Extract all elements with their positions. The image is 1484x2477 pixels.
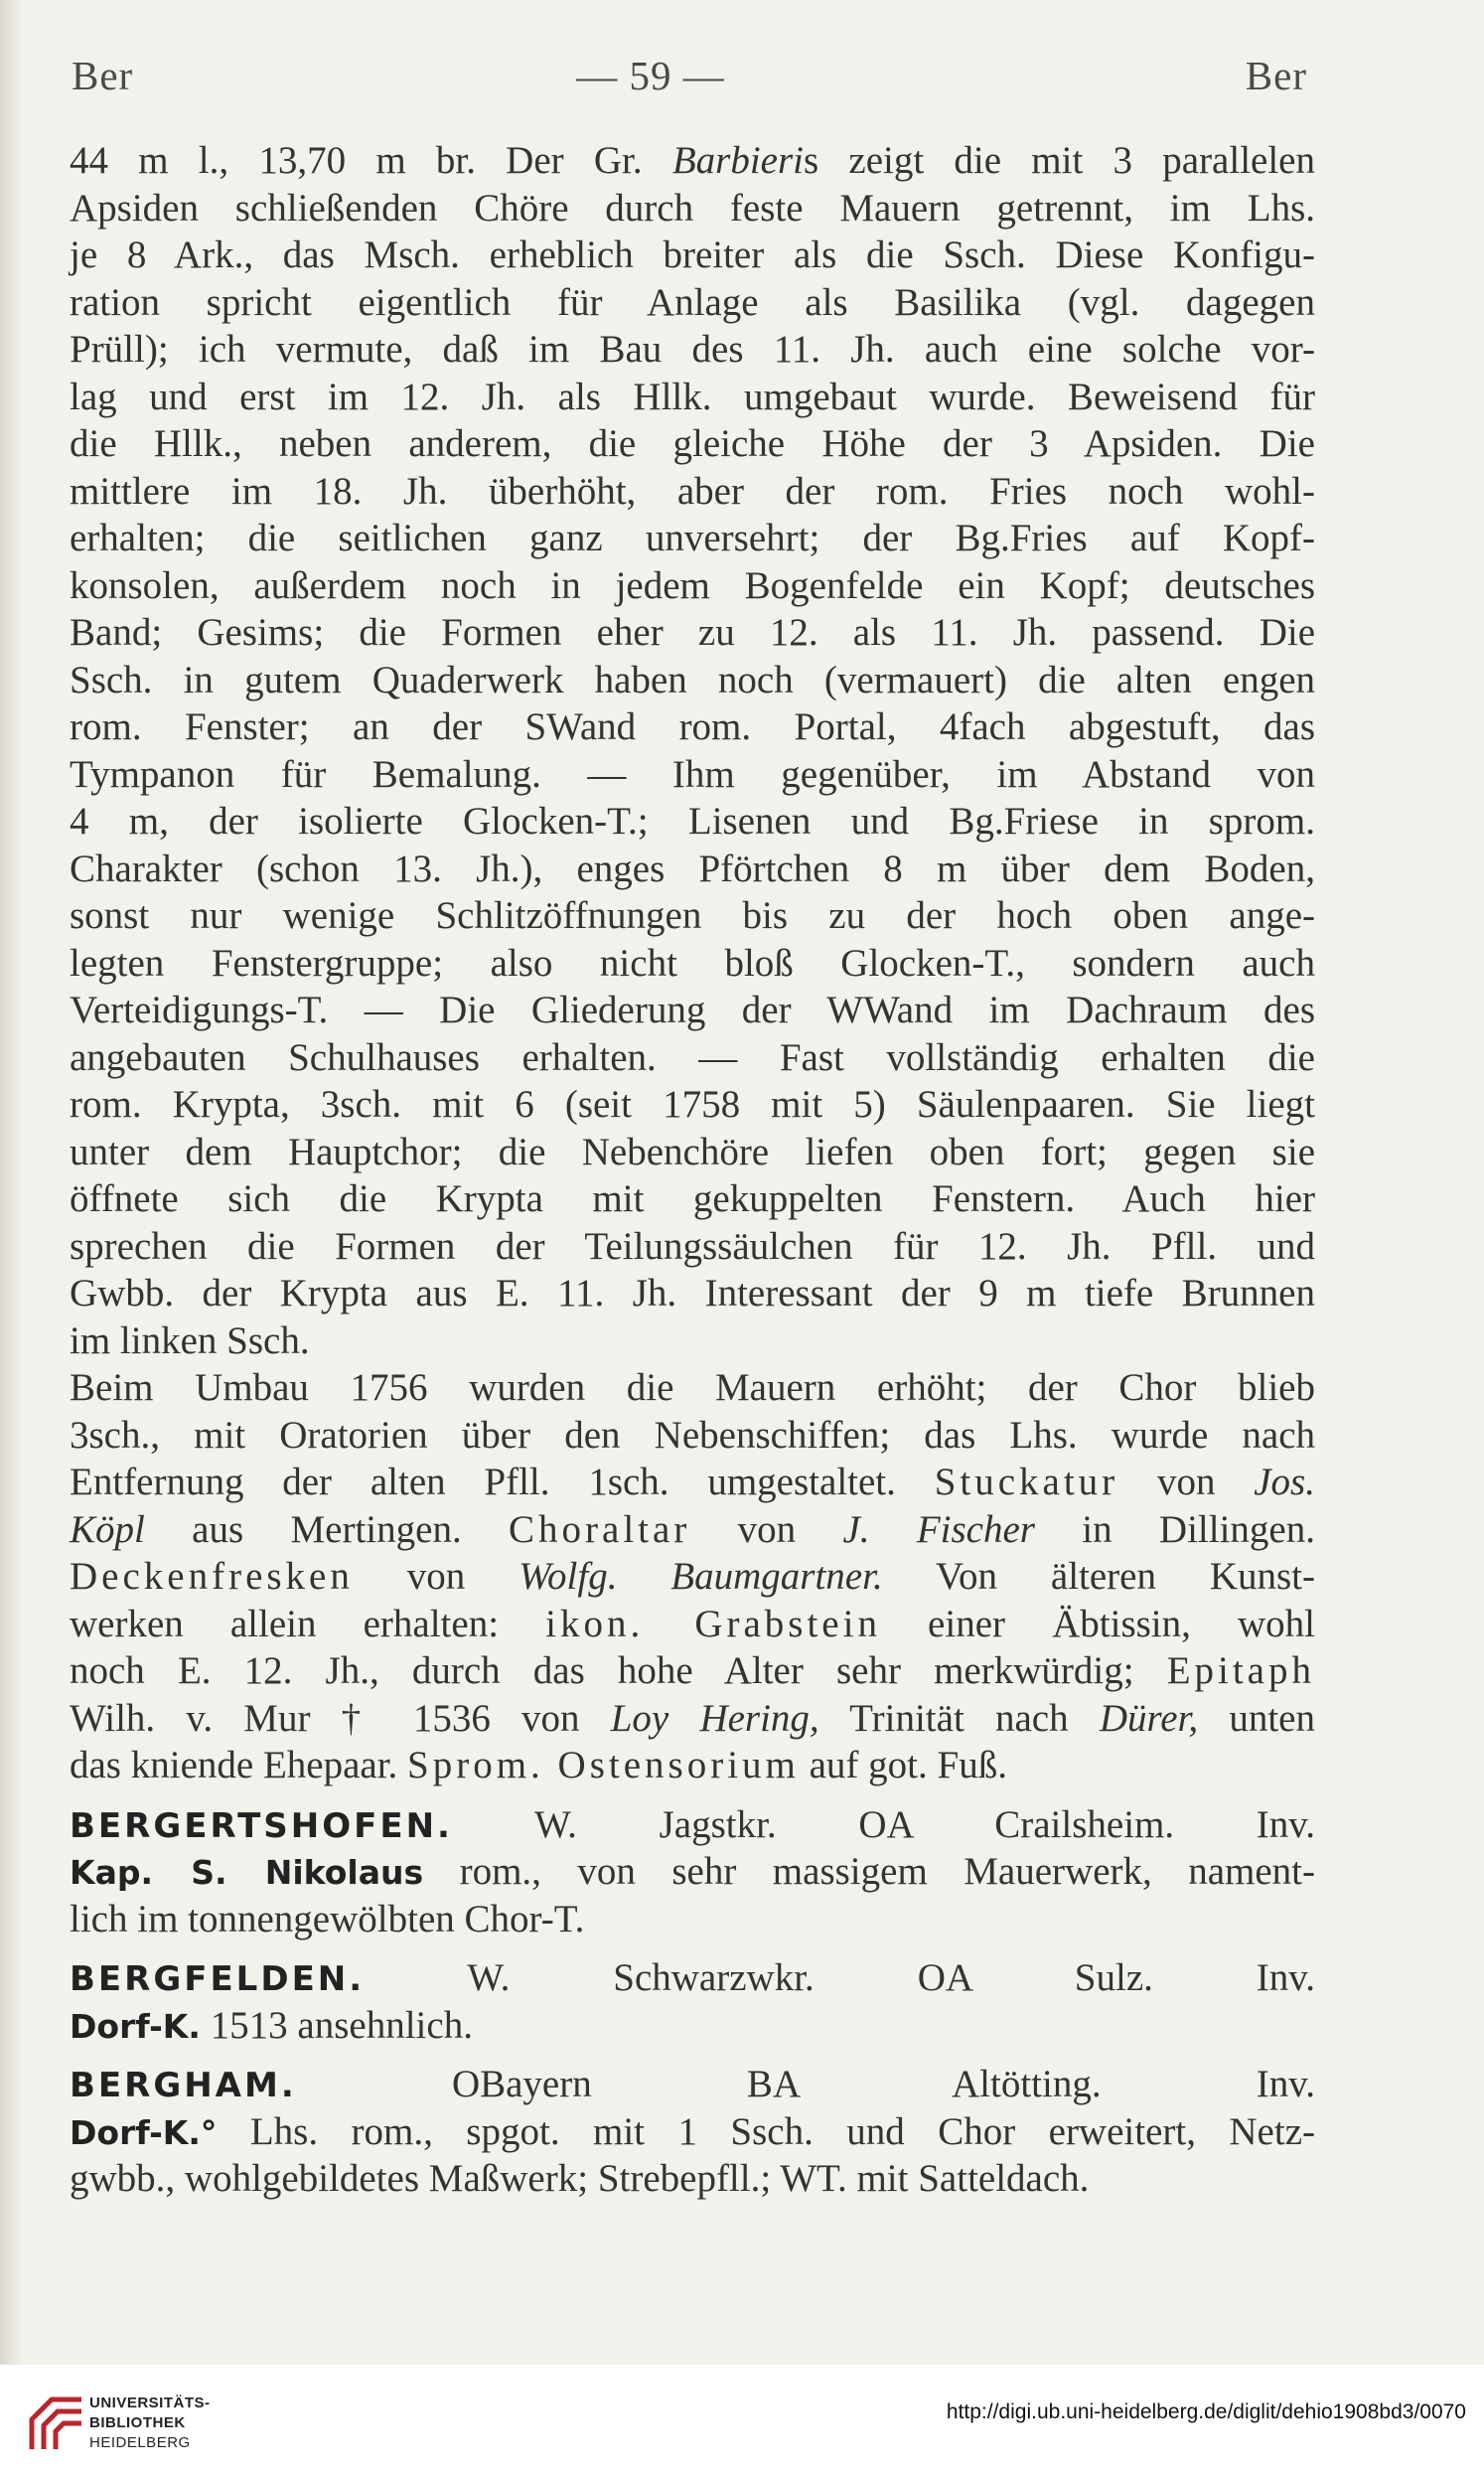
text-line: [70, 326, 1315, 374]
text-run: sonst nur wenige Schlitzöffnungen bis zu der hoch oben ange-: [70, 894, 1315, 937]
text-line: [70, 279, 1315, 327]
text-run: sprechen die Formen der Teilungssäulchen für 12. Jh. Pfll. und: [70, 1224, 1315, 1268]
text-line: [70, 2108, 1315, 2156]
text-line: [70, 1223, 1315, 1271]
text-line: [70, 515, 1315, 562]
text-run: das kniende Ehepaar.: [70, 1744, 408, 1786]
text-run: rom. Krypta, 3sch. mit 6 (seit 1758 mit 5) Säulenpaaren. Sie liegt: [70, 1083, 1315, 1126]
text-run: lich im tonnengewölbten Chor-T.: [70, 1897, 585, 1940]
text-run: gwbb., wohlgebildetes Maßwerk; Strebepfll.; WT. mit Satteldach.: [70, 2157, 1090, 2200]
library-name-line3: HEIDELBERG: [89, 2434, 191, 2451]
building-heading: Dorf-K.: [70, 2006, 201, 2046]
italic-name: Köpl: [70, 1507, 145, 1551]
text-run: Apsiden schließenden Chöre durch feste Mauern getrennt, im Lhs.: [70, 186, 1315, 230]
spaced-term: Sprom. Ostensorium: [407, 1744, 800, 1786]
text-run: Von älteren Kunst-: [882, 1555, 1315, 1598]
running-head-left: Ber: [72, 53, 134, 98]
text-line: [70, 846, 1315, 893]
text-line: [70, 185, 1315, 232]
text-run: in Dillingen.: [1034, 1507, 1315, 1551]
text-run: erhalten; die seitlichen ganz unversehrt; der Bg.Fries auf Kopf-: [70, 517, 1315, 559]
source-url-link[interactable]: http://digi.ub.uni-heidelberg.de/diglit/dehio1908bd3/0070: [946, 2400, 1466, 2423]
text-run: Charakter (schon 13. Jh.), enges Pförtchen 8 m über dem Boden,: [70, 847, 1315, 890]
text-line: [70, 1601, 1315, 1648]
library-name-line1: UNIVERSITÄTS-: [89, 2395, 211, 2411]
text-run: Tympanon für Bemalung. — Ihm gegenüber, im Abstand von: [70, 752, 1315, 796]
page-spine-shadow: [0, 0, 22, 2365]
text-run: einer Äbtissin, wohl: [880, 1602, 1315, 1645]
text-run: angebauten Schulhauses erhalten. — Fast vollständig erhalten die: [70, 1035, 1315, 1079]
text-run: von: [353, 1555, 519, 1598]
spaced-term: ikon. Grabstein: [545, 1602, 881, 1645]
text-line: [70, 1034, 1315, 1082]
text-line: [70, 1129, 1315, 1176]
text-line: [70, 1695, 1315, 1743]
text-run: ration spricht eigentlich für Anlage als Basilika (vgl. dagegen: [70, 280, 1315, 324]
text-run: rom. Fenster; an der SWand rom. Portal, 4fach abgestuft, das: [70, 705, 1315, 748]
text-line: [70, 657, 1315, 704]
text-run: W. Schwarzwkr. OA Sulz. Inv.: [365, 1956, 1315, 1999]
text-line: [70, 420, 1315, 468]
text-run: W. Jagstkr. OA Crailsheim. Inv.: [452, 1802, 1315, 1846]
library-name-line2: BIBLIOTHEK: [89, 2414, 186, 2431]
text-line: [70, 892, 1315, 940]
text-line: [70, 1364, 1315, 1412]
running-head-right: Ber: [1245, 53, 1307, 98]
university-library-logo-icon: [22, 2390, 91, 2459]
text-line: [70, 1412, 1315, 1460]
text-line: [70, 1553, 1315, 1601]
text-run: noch E. 12. Jh., durch das hohe Alter sehr merkwürdig;: [70, 1649, 1167, 1692]
text-run: konsolen, außerdem noch in jedem Bogenfelde ein Kopf; deutsches: [70, 563, 1315, 607]
text-run: unter dem Hauptchor; die Nebenchöre liefen oben fort; gegen sie: [70, 1130, 1315, 1173]
text-line: [70, 468, 1315, 516]
text-line: [70, 2061, 1315, 2108]
text-run: Gwbb. der Krypta aus E. 11. Jh. Interessant der 9 m tiefe Brunnen: [70, 1272, 1315, 1315]
text-line: [70, 1954, 1315, 2002]
text-line: [70, 1848, 1315, 1896]
text-line: [70, 703, 1315, 751]
text-line: [70, 1081, 1315, 1129]
text-line: [70, 609, 1315, 657]
spaced-term: Choraltar: [509, 1507, 691, 1551]
text-run: 4 m, der isolierte Glocken-T.; Lisenen und Bg.Friese in sprom.: [70, 800, 1315, 843]
text-line: [70, 1175, 1315, 1223]
text-run: rom., von sehr massigem Mauerwerk, nament-: [423, 1850, 1315, 1893]
spaced-term: Epitaph: [1166, 1649, 1315, 1692]
text-run: Band; Gesims; die Formen eher zu 12. als 11. Jh. passend. Die: [70, 611, 1315, 654]
text-run: aus Mertingen.: [144, 1507, 510, 1551]
text-line: [70, 1270, 1315, 1317]
text-run: mittlere im 18. Jh. überhöht, aber der rom. Fries noch wohl-: [70, 469, 1315, 513]
italic-name: Dürer,: [1099, 1696, 1199, 1740]
text-run: auf got. Fuß.: [799, 1744, 1007, 1786]
place-heading: BERGHAM.: [70, 2066, 297, 2105]
text-line: [70, 798, 1315, 846]
text-line: [70, 1801, 1315, 1849]
text-line: [70, 137, 1315, 185]
text-line: [70, 1459, 1315, 1506]
text-run: 44 m l., 13,70 m br. Der Gr.: [70, 139, 672, 182]
text-run: Trinität nach: [818, 1696, 1100, 1740]
text-run: von: [690, 1507, 843, 1551]
text-run: Lhs. rom., spgot. mit 1 Ssch. und Chor erweitert, Netz-: [217, 2109, 1315, 2153]
text-run: im linken Ssch.: [70, 1318, 310, 1362]
text-run: Wilh. v. Mur † 1536 von: [70, 1696, 611, 1740]
text-line: [70, 562, 1315, 610]
italic-name: Jos.: [1254, 1461, 1315, 1503]
text-run: 1513 ansehnlich.: [200, 2003, 473, 2047]
text-run: s zeigt die mit 3 parallelen: [804, 139, 1315, 182]
text-run: Prüll); ich vermute, daß im Bau des 11. Jh. auch eine solche vor-: [70, 328, 1315, 371]
text-run: Verteidigungs-T. — Die Gliederung der WWand im Dachraum des: [70, 989, 1315, 1031]
text-line: [70, 1647, 1315, 1695]
page-number: — 59 —: [576, 53, 725, 98]
text-run: werken allein erhalten:: [70, 1602, 546, 1645]
building-heading: Kap. S. Nikolaus: [70, 1853, 424, 1892]
text-line: [70, 940, 1315, 988]
text-line: [70, 2002, 1315, 2050]
spaced-term: Deckenfresken: [70, 1555, 354, 1598]
building-heading: Dorf-K.°: [70, 2112, 218, 2152]
text-run: Beim Umbau 1756 wurden die Mauern erhöht; der Chor blieb: [70, 1366, 1315, 1409]
text-run: Entfernung der alten Pfll. 1sch. umgestaltet.: [70, 1461, 935, 1503]
text-line: [70, 987, 1315, 1034]
place-heading: BERGFELDEN.: [70, 1959, 366, 1999]
text-line: [70, 232, 1315, 279]
text-line: [70, 1896, 1315, 1943]
text-run: von: [1118, 1461, 1255, 1503]
text-run: öffnete sich die Krypta mit gekuppelten Fenstern. Auch hier: [70, 1177, 1315, 1220]
italic-name: Barbieri: [671, 139, 805, 182]
italic-name: J. Fischer: [842, 1507, 1035, 1551]
text-line: [70, 2155, 1315, 2203]
text-run: je 8 Ark., das Msch. erheblich breiter als die Ssch. Diese Konfigu-: [70, 233, 1315, 276]
text-run: unten: [1198, 1696, 1315, 1740]
text-run: Ssch. in gutem Quaderwerk haben noch (vermauert) die alten engen: [70, 658, 1315, 701]
text-line: [70, 1317, 1315, 1365]
body-text: [70, 137, 1315, 2203]
text-run: OBayern BA Altötting. Inv.: [296, 2063, 1315, 2105]
text-run: 3sch., mit Oratorien über den Nebenschiffen; das Lhs. wurde nach: [70, 1413, 1315, 1457]
italic-name: Wolfg. Baumgartner.: [519, 1555, 883, 1598]
text-run: legten Fenstergruppe; also nicht bloß Glocken-T., sondern auch: [70, 941, 1315, 985]
text-run: die Hllk., neben anderem, die gleiche Höhe der 3 Apsiden. Die: [70, 422, 1315, 465]
text-line: [70, 751, 1315, 799]
text-run: lag und erst im 12. Jh. als Hllk. umgebaut wurde. Beweisend für: [70, 375, 1315, 418]
italic-name: Loy Hering,: [610, 1696, 819, 1740]
text-line: [70, 374, 1315, 421]
text-line: [70, 1506, 1315, 1554]
place-heading: BERGERTSHOFEN.: [70, 1805, 453, 1846]
text-line: [70, 1742, 1315, 1789]
spaced-term: Stuckatur: [934, 1461, 1119, 1503]
